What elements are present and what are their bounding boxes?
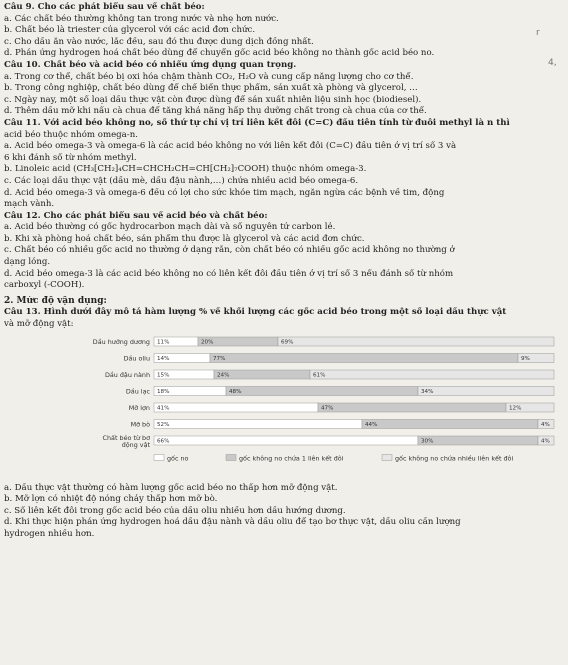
- data-label: 44%: [365, 421, 378, 428]
- bar-segment: [418, 386, 554, 395]
- data-label: 61%: [313, 372, 326, 379]
- option-line: a. Dầu thực vật thường có hàm lượng gốc acid béo no thấp hơn mỡ động vật.: [4, 482, 338, 493]
- category-label: Chất béo từ bơ: [102, 433, 150, 442]
- text-line: Câu 11. Với acid béo không no, số thứ tự chỉ vị trí liên kết đôi (C=C) đầu tiên tính từ đuôi methyl là n thì: [4, 117, 510, 128]
- category-label: Dầu oliu: [123, 354, 150, 363]
- bar-segment: [318, 403, 506, 412]
- fatty-acid-chart: [4, 333, 560, 483]
- data-label: 18%: [157, 388, 170, 395]
- category-label: Mỡ lợn: [128, 403, 150, 412]
- bar-segment: [362, 419, 538, 428]
- text-line: carboxyl (-COOH).: [4, 280, 85, 291]
- text-line: Câu 9. Cho các phát biểu sau về chất béo:: [4, 2, 205, 12]
- question-block-9-12: [4, 2, 560, 292]
- option-line: c. Số liên kết đôi trong gốc acid béo của dầu oliu nhiều hơn dầu hướng dương.: [4, 505, 346, 516]
- bar-segment: [154, 419, 362, 428]
- legend-label: gốc không no chứa nhiều liên kết đôi: [395, 454, 514, 463]
- legend-label: gốc no: [167, 454, 189, 463]
- text-line: acid béo thuộc nhóm omega-n.: [4, 129, 138, 140]
- data-label: 14%: [157, 355, 170, 362]
- legend-swatch: [382, 454, 392, 460]
- bar-segment: [226, 386, 418, 395]
- text-line: 6 khi đánh số từ nhóm methyl.: [4, 152, 137, 163]
- text-line: c. Chất béo có nhiều gốc acid no thường ở dạng rắn, còn chất béo có nhiều gốc acid không no thường ở: [4, 245, 455, 256]
- legend-label: gốc không no chứa 1 liên kết đôi: [239, 454, 344, 463]
- category-label: Dầu đậu nành: [104, 370, 150, 379]
- legend-swatch: [154, 454, 164, 460]
- data-label: 4%: [541, 421, 550, 428]
- data-label: 20%: [201, 339, 214, 346]
- text-line: Câu 10. Chất béo và acid béo có nhiều ứng dụng quan trọng.: [4, 59, 297, 70]
- margin-mark-2: 4,: [548, 58, 557, 68]
- text-line: b. Khi xà phòng hoá chất béo, sản phẩm thu được là glycerol và các acid đơn chức.: [4, 233, 365, 244]
- data-label: 4%: [541, 438, 550, 445]
- category-label: động vật: [121, 440, 150, 449]
- option-line: b. Mỡ lợn có nhiệt độ nóng chảy thấp hơn mỡ bò.: [4, 494, 218, 505]
- text-line: a. Trong cơ thể, chất béo bị oxi hóa chậm thành CO₂, H₂O và cung cấp năng lượng cho cơ thể.: [4, 71, 414, 82]
- text-line: a. Các chất béo thường không tan trong nước và nhẹ hơn nước.: [4, 13, 279, 24]
- data-label: 69%: [281, 339, 294, 346]
- worksheet-page: [4, 2, 560, 541]
- option-line: d. Khi thực hiện phản ứng hydrogen hoá dầu đậu nành và dầu oliu để tạo bơ thực vật, dầu oliu cần lượng: [4, 517, 461, 528]
- data-label: 9%: [521, 355, 530, 362]
- question-13-stem: Câu 13. Hình dưới đây mô tả hàm lượng % về khối lượng các gốc acid béo trong một số loại dầu thực vật: [4, 307, 507, 318]
- text-line: c. Các loại dầu thực vật (dầu mè, dầu đậu nành,…) chứa nhiều acid béo omega-6.: [4, 175, 359, 186]
- bar-segment: [418, 436, 538, 445]
- bar-segment: [154, 403, 318, 412]
- margin-mark-1: r: [536, 28, 540, 38]
- question-13-options: [4, 483, 560, 541]
- data-label: 34%: [421, 388, 434, 395]
- text-line: c. Cho dầu ăn vào nước, lắc đều, sau đó thu được dung dịch đồng nhất.: [4, 36, 314, 47]
- text-line: a. Acid béo omega-3 và omega-6 là các acid béo không no với liên kết đôi (C=C) đầu tiên ở vị trí số 3 và: [4, 141, 457, 152]
- data-label: 30%: [421, 438, 434, 445]
- data-label: 77%: [213, 355, 226, 362]
- data-label: 66%: [157, 438, 170, 445]
- text-line: c. Ngày nay, một số loại dầu thực vật còn được dùng để sản xuất nhiên liệu sinh học (biodiesel).: [4, 94, 422, 105]
- data-label: 41%: [157, 405, 170, 412]
- text-line: d. Acid béo omega-3 và omega-6 đều có lợi cho sức khỏe tim mạch, ngăn ngừa các bệnh về tim, động: [4, 187, 445, 198]
- bar-segment: [210, 353, 518, 362]
- data-label: 52%: [157, 421, 170, 428]
- text-line: dạng lỏng.: [4, 257, 51, 268]
- section-heading: 2. Mức độ vận dụng:: [4, 295, 107, 306]
- data-label: 11%: [157, 339, 170, 346]
- text-line: d. Thêm dầu mỡ khi nấu cà chua để tăng khả năng hấp thụ dưỡng chất trong cà chua của cơ thể.: [4, 106, 427, 117]
- text-line: b. Trong công nghiệp, chất béo dùng để chế biến thực phẩm, sản xuất xà phòng và glycerol, …: [4, 83, 418, 94]
- text-line: d. Phản ứng hydrogen hoá chất béo dùng để chuyển gốc acid béo không no thành gốc acid béo no.: [4, 48, 435, 59]
- text-line: a. Acid béo thường có gốc hydrocarbon mạch dài và số nguyên tử carbon lẻ.: [4, 222, 336, 233]
- data-label: 24%: [217, 372, 230, 379]
- text-line: Câu 12. Cho các phát biểu sau về acid béo và chất béo:: [4, 210, 268, 221]
- stacked-bar-chart: [4, 333, 560, 483]
- data-label: 47%: [321, 405, 334, 412]
- bar-segment: [278, 337, 554, 346]
- bar-segment: [310, 370, 554, 379]
- category-label: Mỡ bò: [130, 420, 150, 429]
- data-label: 12%: [509, 405, 522, 412]
- category-label: Dầu lạc: [125, 387, 150, 396]
- text-line: b. Linoleic acid (CH₃[CH₂]₄CH=CHCH₂CH=CH[CH₂]₇COOH) thuộc nhóm omega-3.: [4, 164, 367, 175]
- legend-swatch: [226, 454, 236, 460]
- bar-segment: [154, 436, 418, 445]
- data-label: 15%: [157, 372, 170, 379]
- question-13-stem-cont: và mỡ động vật:: [4, 319, 74, 330]
- text-line: b. Chất béo là triester của glycerol với các acid đơn chức.: [4, 25, 256, 36]
- data-label: 48%: [229, 388, 242, 395]
- text-line: d. Acid béo omega-3 là các acid béo không no có liên kết đôi đầu tiên ở vị trí số 3 nếu đánh số từ nhóm: [4, 268, 454, 279]
- category-label: Dầu hướng dương: [92, 337, 150, 346]
- text-line: mạch vành.: [4, 199, 55, 210]
- option-line: hydrogen nhiều hơn.: [4, 529, 95, 539]
